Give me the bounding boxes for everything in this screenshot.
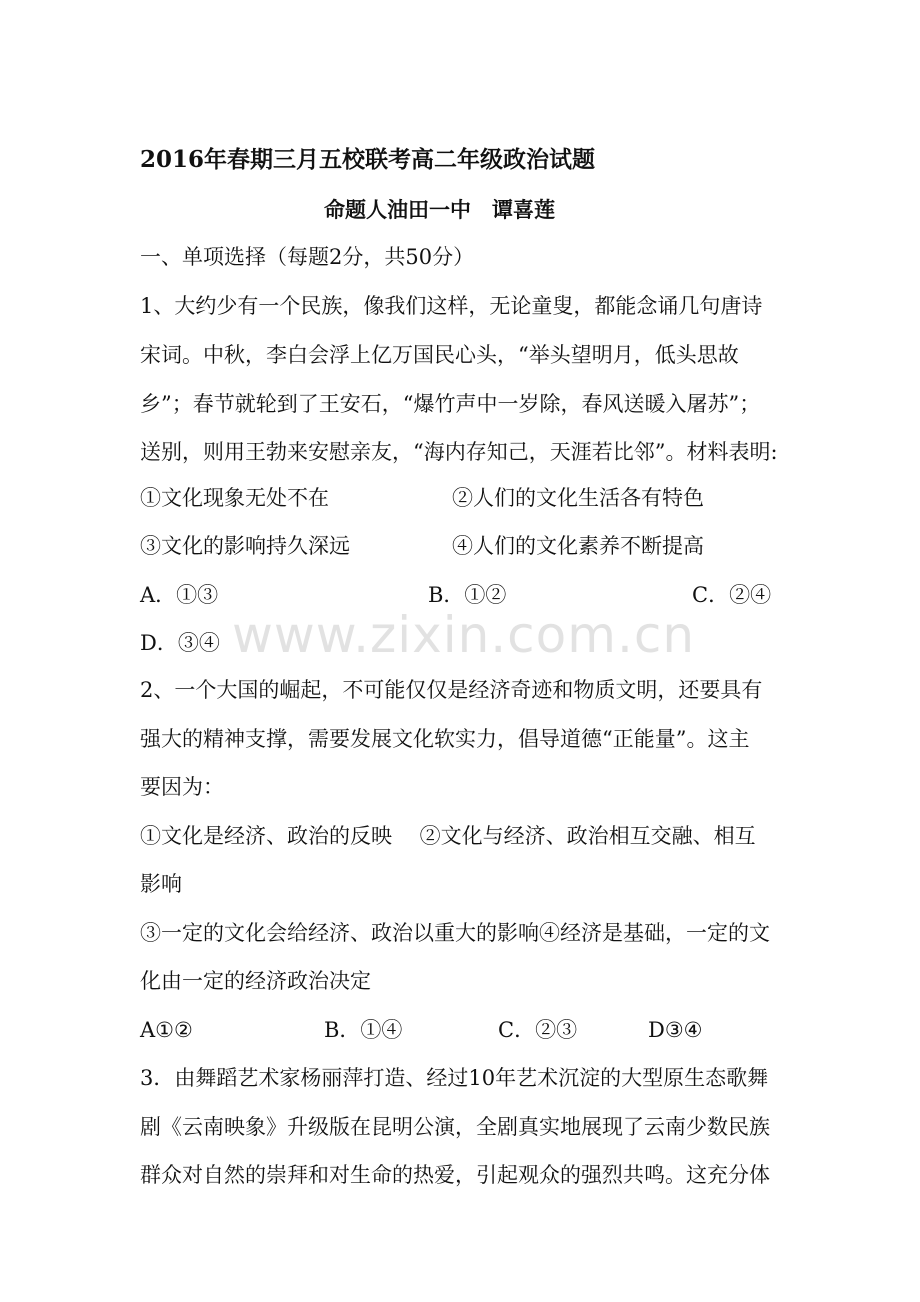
q1-line-2: 宋词。中秋，李白会浮上亿万国民心头，“举头望明月，低头思故 <box>140 343 739 367</box>
q2-choice-a: A①② <box>140 1018 193 1042</box>
q2-options-1-2-cont: 影响 <box>140 872 182 896</box>
q2-line-2: 强大的精神支撑，需要发展文化软实力，倡导道德“正能量”。这主 <box>140 727 750 751</box>
q1-choice-d: D．③④ <box>140 631 220 655</box>
q2-options-3-4-cont: 化由一定的经济政治决定 <box>140 969 371 993</box>
q2-choice-c: C．②③ <box>498 1018 578 1042</box>
q1-option-2: ②人们的文化生活各有特色 <box>452 486 704 510</box>
exam-title: 2016年春期三月五校联考高二年级政治试题 <box>140 146 596 173</box>
q3-line-1: 3．由舞蹈艺术家杨丽萍打造、经过10年艺术沉淀的大型原生态歌舞 <box>140 1066 769 1090</box>
section-heading: 一、单项选择（每题2分，共50分） <box>140 245 475 269</box>
q1-line-3: 乡”；春节就轮到了王安石，“爆竹声中一岁除，春风送暖入屠苏”； <box>140 392 761 416</box>
q3-line-2: 剧《云南映象》升级版在昆明公演，全剧真实地展现了云南少数民族 <box>140 1115 770 1139</box>
q1-line-4: 送别，则用王勃来安慰亲友，“海内存知己，天涯若比邻”。材料表明: <box>140 440 778 464</box>
exam-author: 命题人油田一中 谭喜莲 <box>324 197 555 222</box>
q1-option-4: ④人们的文化素养不断提高 <box>452 534 704 558</box>
q2-choice-d: D③④ <box>648 1018 703 1042</box>
q1-line-1: 1、大约少有一个民族，像我们这样，无论童叟，都能念诵几句唐诗 <box>140 294 763 318</box>
q2-line-3: 要因为： <box>140 775 224 799</box>
q1-option-3: ③文化的影响持久深远 <box>140 534 350 558</box>
q1-choice-c: C．②④ <box>692 583 772 607</box>
q2-options-3-4: ③一定的文化会给经济、政治以重大的影响④经济是基础，一定的文 <box>140 921 770 945</box>
q1-option-1: ①文化现象无处不在 <box>140 486 329 510</box>
q2-line-1: 2、一个大国的崛起，不可能仅仅是经济奇迹和物质文明，还要具有 <box>140 678 763 702</box>
q1-choice-a: A．①③ <box>140 583 219 607</box>
q2-choice-b: B．①④ <box>324 1018 403 1042</box>
watermark-text: www.zixin.com.cn <box>232 606 696 664</box>
q2-options-1-2: ①文化是经济、政治的反映 ②文化与经济、政治相互交融、相互 <box>140 824 756 848</box>
q1-choice-b: B．①② <box>428 583 507 607</box>
q3-line-3: 群众对自然的崇拜和对生命的热爱，引起观众的强烈共鸣。这充分体 <box>140 1163 770 1187</box>
